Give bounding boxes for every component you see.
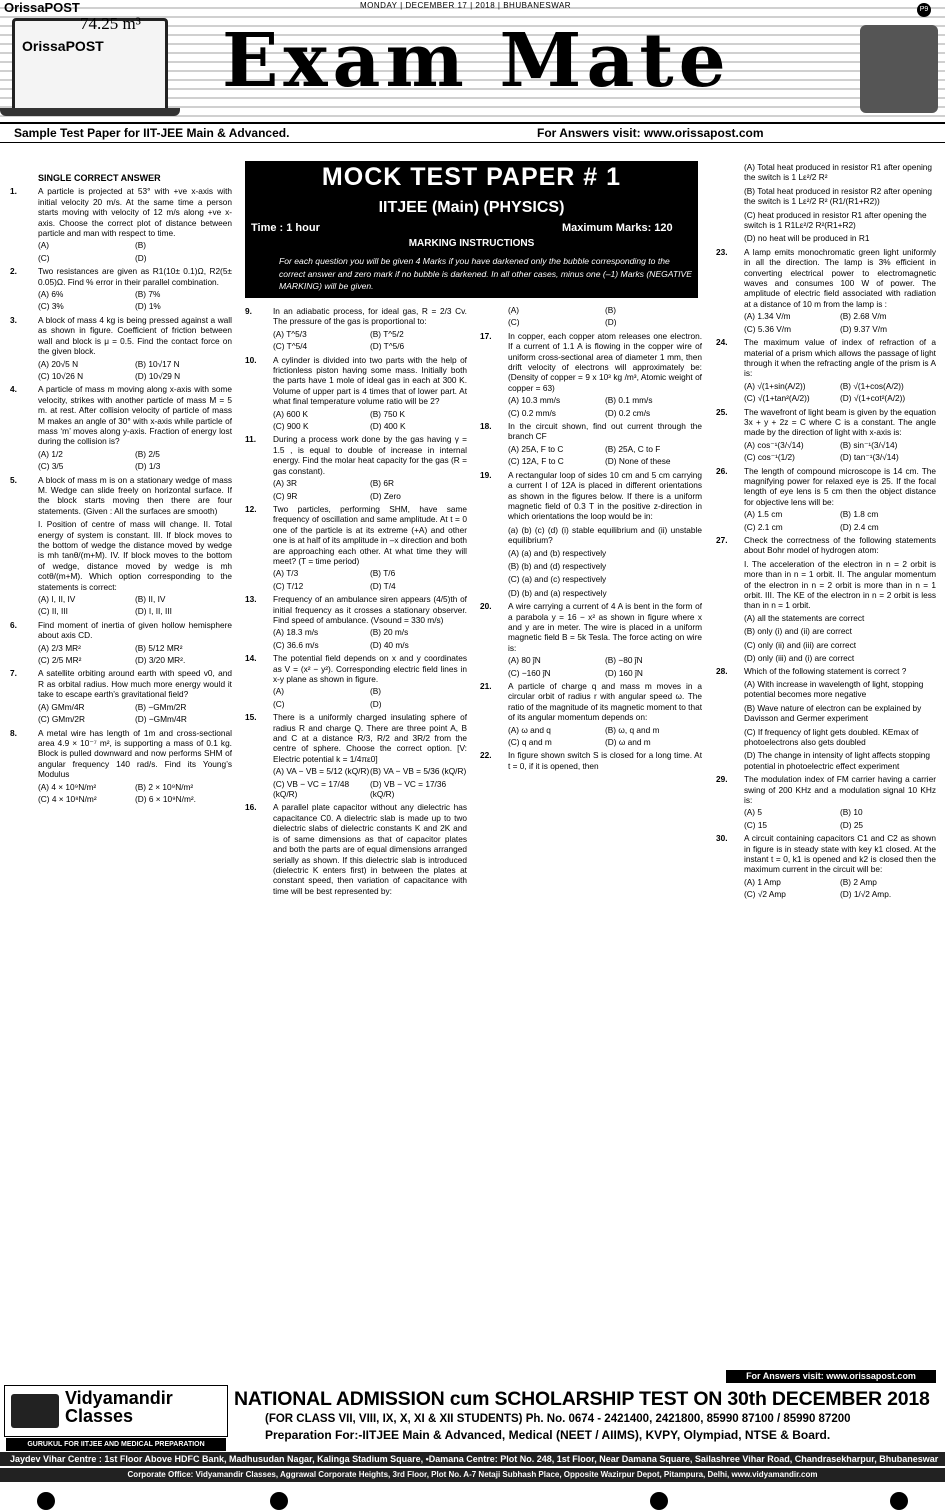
option: (A) 80 ĵN	[508, 655, 541, 666]
option: (B) 20 m/s	[370, 627, 409, 638]
question-text: A particle of mass m moving along x-axis with some velocity, strikes with another particle of mass M = 5 m. at rest. After collision velocity of particle of mass M makes an angle of 30° with x-axis while particle of mass ‘m’ moves along y-axis. Fraction of energy lost during the collision is?	[38, 384, 232, 447]
ad-preparation: Preparation For:-IITJEE Main & Advanced, Medical (NEET / AIIMS), KVPY, Olympiad, NTSE & Board.	[265, 1428, 831, 1442]
question-text: Find moment of inertia of given hollow hemisphere about axis CD.	[38, 619, 232, 641]
option: (D) T^5/6	[370, 341, 405, 352]
question-text: A lamp emits monochromatic green light uniformly in all the direction. The lamp is 3% efficient in converting electrical power to electromagnetic waves and consumes 100 W of power. The amplitude of electric field associated with radiation at a distance of 10 m from the lamp is :	[744, 246, 936, 309]
option: (B) Total heat produced in resistor R2 after opening the switch is 1 Lε²/2 R² (R1/(R1+R2))	[744, 185, 933, 207]
question-number	[10, 519, 38, 592]
registration-mark	[890, 1492, 908, 1510]
question-text: The potential field depends on x and y coordinates as V = (x² − y²). Corresponding electric field lines in x-y plane as shown in figure.	[273, 653, 467, 684]
question-number: 26.	[716, 465, 728, 476]
column-2	[245, 303, 467, 1375]
option: (C) 4 × 10⁸N/m²	[38, 793, 97, 804]
option: (D)	[370, 698, 382, 709]
options	[273, 766, 467, 799]
option: (D) T/4	[370, 580, 396, 591]
option: (D) only (iii) and (i) are correct	[744, 653, 855, 664]
option: (B)	[370, 686, 382, 697]
question	[716, 247, 936, 309]
option: (C) 5.36 V/m	[744, 323, 792, 334]
option: (C) 3%	[38, 301, 64, 312]
option: (B) 1.8 cm	[840, 509, 879, 520]
section-heading: SINGLE CORRECT ANSWER	[38, 173, 161, 183]
option: (C) only (ii) and (iii) are correct	[744, 639, 857, 650]
options	[508, 548, 702, 599]
options	[273, 478, 467, 501]
option: (A) 3R	[273, 478, 297, 489]
option: (C) q and m	[508, 737, 552, 748]
question-text: I. The acceleration of the electron in n = 2 orbit is more than in n = 1 orbit. II. The angular momentum of the electron in n = 2 orbit is more than in n = 1 orbit. III. The KE of the electron in n = 2 orbit is less than in n = 1 orbit.	[744, 558, 936, 611]
option: (B) T^5/2	[370, 328, 404, 339]
question-text: A cylinder is divided into two parts with the help of frictionless piston having some mass. Initially both the parts have 1 mole of ideal gas in each at 300 K. Volume of upper part is 4 times that of lower part. At what final temperature volume ratio will be 2?	[273, 354, 467, 407]
mock-test-header	[245, 161, 698, 298]
question-number: 29.	[716, 774, 728, 785]
option: (C) heat produced in resistor R1 after opening the switch is 1 R1Lε²/2 R²(R1+R2)	[744, 209, 927, 231]
option: (A) 600 K	[273, 408, 309, 419]
option: (B)	[605, 305, 617, 315]
column-1	[10, 173, 232, 1375]
option: (C) T/12	[273, 580, 304, 591]
option: (B) (b) and (d) respectively	[508, 560, 607, 571]
option: (D) √(1+cot²(A/2))	[840, 393, 906, 404]
question-text: A wire carrying a current of 4 A is bent in the form of a parabola y = 16 − x² as shown in figure where x and y are in meter. The wire is placed in a uniform magnetic field B = 5k Tesla. The force acting on wire is:	[508, 601, 702, 653]
option: (C)	[273, 698, 285, 709]
options	[744, 509, 936, 532]
option: (A) I, II, IV	[38, 594, 76, 605]
mock-time: Time : 1 hour	[251, 222, 320, 234]
option: (D) 1/√2 Amp.	[840, 889, 892, 900]
question	[480, 331, 702, 393]
option: (C) 36.6 m/s	[273, 639, 319, 650]
options	[508, 725, 702, 748]
question-text: A parallel plate capacitor without any dielectric has capacitance C0. A dielectric slab is made up to two dielectric slabs of dielectric constants K and 2K and is of same dimensions as that of capacitor plates and both the parts are of equal dimensions arranged serially as shown. If this dielectric slab is introduced (dielectric K enters first) in between the plates at constant speed, then variation of capacitance with time will be best represented by:	[273, 802, 467, 896]
question-number: 19.	[480, 469, 492, 480]
question-number: 3.	[10, 314, 17, 325]
option: (A)	[273, 686, 285, 697]
option: (D) 1%	[135, 301, 161, 312]
question-number: 16.	[245, 802, 257, 813]
masthead	[0, 0, 945, 124]
subheader-left: Sample Test Paper for IIT-JEE Main & Advanced.	[14, 126, 290, 140]
marking-instructions: For each question you will be given 4 Marks if you have darkened only the bubble corresponding to the correct answer and zero mark if no bubble is darkened. In all other cases, minus one (–1) Marks (NEGATIVE MARKING) will be given.	[279, 256, 692, 291]
option: (C) (a) and (c) respectively	[508, 574, 607, 585]
ad-address: Jaydev Vihar Centre : 1st Floor Above HDFC Bank, Madhusudan Nagar, Kalinga Stadium Square, •Damana Centre: Plot No. 248, 1st Floor, Near Damana Square, Sailashree Vihar Road, Chandrasekharpur, Bhubaneswar	[0, 1452, 945, 1466]
paper-logo: OrissaPOST	[4, 0, 80, 15]
question-number: 25.	[716, 406, 728, 417]
options	[508, 444, 702, 467]
question-number: 17.	[480, 330, 492, 341]
option: (A) 1/2	[38, 448, 63, 459]
question-text: A particle of charge q and mass m moves in a circular orbit of radius r with angular speed ω. The ratio of the magnitude of its magnetic moment to that of its angular momentum depends on:	[508, 681, 702, 723]
option: (A) 1.34 V/m	[744, 311, 791, 322]
option: (B) 7%	[135, 289, 161, 300]
question-text: A rectangular loop of sides 10 cm and 5 cm carrying a current I of 12A is placed in different orientations as shown in the figures below. If there is a uniform magnetic field of 0.3 T in the positive z-direction in which orientations the loop would be in:	[508, 469, 702, 522]
option: (A)	[38, 240, 50, 251]
option: (B) 2 × 10⁹N/m²	[135, 781, 194, 792]
question	[10, 668, 232, 699]
option: (C) √2 Amp	[744, 889, 786, 900]
option: (C)	[508, 317, 520, 328]
question-number: 20.	[480, 601, 492, 612]
option: (B) T/6	[370, 568, 396, 579]
question-text: In copper, each copper atom releases one electron. If a current of 1.1 A is flowing in the copper wire of uniform cross-sectional area of diameter 1 mm, then drift velocity of electrons will approximately be: (Density of copper = 9 x 10³ kg /m³, Atomic weight of copper = 63)	[508, 330, 702, 393]
options	[273, 409, 467, 432]
question	[10, 475, 232, 517]
option: (C) 0.2 mm/s	[508, 407, 556, 418]
option: (A) 2/3 MR²	[38, 642, 81, 653]
option: (D) 6 × 10⁹N/m².	[135, 793, 196, 804]
question-number: 12.	[245, 503, 257, 514]
question-text: Two resistances are given as R1(10± 0.1)Ω, R2(5± 0.05)Ω. Find % error in their parallel combination.	[38, 266, 232, 287]
options	[273, 686, 467, 709]
options	[38, 240, 232, 263]
option: (A) (a) and (b) respectively	[508, 547, 607, 558]
subheader	[0, 124, 945, 143]
ad-title: NATIONAL ADMISSION cum SCHOLARSHIP TEST ON 30th DECEMBER 2018	[234, 1388, 930, 1410]
option: (D) The change in intensity of light affects stopping potential in photoelectric effect experiment	[744, 750, 931, 771]
question-text: A block of mass 4 kg is being pressed against a wall as shown in figure. Coefficient of friction between wall and block is μ = 0.5. Find the contact force on the given block.	[38, 314, 232, 357]
question	[480, 470, 702, 522]
option: (A) Total heat produced in resistor R1 after opening the switch is 1 Lε²/2 R²	[744, 162, 933, 183]
options	[38, 643, 232, 666]
option: (B) 5/12 MR²	[135, 642, 183, 653]
option: (A) 1 Amp	[744, 876, 781, 887]
subheader-right: For Answers visit: www.orissapost.com	[537, 126, 764, 140]
question-number: 23.	[716, 246, 728, 257]
option: (B) only (i) and (ii) are correct	[744, 626, 852, 637]
ad-corporate: Corporate Office: Vidyamandir Classes, Aggrawal Corporate Heights, 3rd Floor, Plot No. A-7 Netaji Subhash Place, Opposite Wazirpur Depot, Pitampura, Delhi, www.vidyamandir.com	[0, 1468, 945, 1482]
options	[744, 381, 936, 404]
option: (B) II, IV	[135, 594, 166, 605]
question	[245, 504, 467, 566]
option: (A) all the statements are correct	[744, 612, 865, 623]
options	[508, 305, 702, 328]
option: (B) 2 Amp	[840, 876, 877, 887]
question-number: 4.	[10, 384, 17, 395]
option: (D) 25	[840, 819, 864, 830]
option: (A) cos⁻¹(3/√14)	[744, 439, 804, 450]
question-number: 24.	[716, 337, 728, 348]
question	[716, 337, 936, 379]
mock-title: MOCK TEST PAPER # 1	[321, 163, 622, 191]
book-icon	[11, 1394, 59, 1428]
option: (B) √(1+cos(A/2))	[840, 380, 904, 391]
question	[245, 355, 467, 407]
options	[273, 329, 467, 352]
question-number: 27.	[716, 535, 728, 545]
registration-mark	[37, 1492, 55, 1510]
question-text: In figure shown switch S is closed for a long time. At t = 0, if it is opened, then	[508, 750, 702, 771]
question	[716, 833, 936, 875]
option: (C) 10√26 N	[38, 370, 84, 381]
option: (B) 6R	[370, 478, 394, 489]
option: (B) sin⁻¹(3/√14)	[840, 439, 898, 450]
options	[508, 655, 702, 678]
option: (D) 2.4 cm	[840, 521, 879, 532]
question-number: 7.	[10, 668, 17, 679]
question	[245, 802, 467, 896]
question-number: 21.	[480, 681, 492, 691]
question	[245, 434, 467, 476]
question-number: 10.	[245, 354, 257, 365]
question-text: Frequency of an ambulance siren appears (4/5)th of initial frequency as it crosses a stationary observer. Find speed of ambulance. (Vsound = 330 m/s)	[273, 594, 467, 625]
question	[245, 306, 467, 327]
option: (C) 2.1 cm	[744, 521, 783, 532]
question	[480, 525, 702, 546]
question	[10, 384, 232, 446]
options	[744, 807, 936, 830]
option: (D) −GMm/4R	[135, 714, 187, 725]
options	[38, 782, 232, 805]
option: (B) VA − VB = 5/36 (kQ/R)	[370, 766, 467, 777]
question	[10, 186, 232, 238]
option: (D) I, II, III	[135, 606, 172, 617]
option: (A) 4 × 10⁹N/m²	[38, 781, 97, 792]
option: (D) 3/20 MR².	[135, 655, 186, 666]
option: (A)	[508, 305, 520, 315]
question	[10, 519, 232, 592]
option: (B) 0.1 mm/s	[605, 395, 653, 406]
option: (C) 900 K	[273, 421, 309, 432]
ad-tagline: GURUKUL FOR IITJEE AND MEDICAL PREPARATION	[6, 1438, 226, 1451]
option: (D) 1/3	[135, 461, 161, 472]
question-text: In the circuit shown, find out current through the branch CF	[508, 421, 702, 442]
question	[245, 594, 467, 625]
question-text: (a) (b) (c) (d) (i) stable equilibrium and (ii) unstable equilibrium?	[508, 524, 702, 546]
question-number	[716, 559, 744, 611]
question-number	[480, 525, 508, 546]
question-text: A particle is projected at 53° with +ve x-axis with initial velocity 20 m/s. At the same time a person starts moving with velocity of 12 m/s along +ve x-axis. Choose the correct plot of distance between particle and man with respect to time.	[38, 186, 232, 239]
registration-mark	[270, 1492, 288, 1510]
logo-name-1: Vidyamandir	[65, 1388, 173, 1408]
option: (A) 25A, F to C	[508, 443, 564, 454]
option: (D) VB − VC = 17/36 (kQ/R)	[370, 778, 447, 800]
question	[480, 681, 702, 723]
option: (B) 2.68 V/m	[840, 311, 887, 322]
option: (C) 12A, F to C	[508, 456, 564, 467]
question	[716, 466, 936, 508]
option: (C)	[38, 252, 50, 263]
question-text: The length of compound microscope is 14 cm. The magnifying power for relaxed eye is 25. If the focal length of eye lens is 5 cm then the object distance for objective lens will be:	[744, 465, 936, 507]
question	[716, 559, 936, 611]
option: (B) −GMm/2R	[135, 701, 187, 712]
option: (C) √(1+tan²(A/2))	[744, 393, 810, 404]
mock-subtitle: IITJEE (Main) (PHYSICS)	[378, 199, 565, 216]
question-text: Which of the following statement is correct ?	[744, 666, 907, 677]
option: (B) 750 K	[370, 408, 406, 419]
option: (B) −80 ĵN	[605, 655, 643, 666]
options	[508, 395, 702, 418]
question-text: During a process work done by the gas having γ = 1.5 , is equal to double of increase in internal energy. Find the molar heat capacity for the gas (R = gas constant).	[273, 434, 467, 476]
option: (D) Zero	[370, 490, 401, 501]
option: (C) GMm/2R	[38, 714, 86, 725]
option: (D)	[605, 317, 617, 328]
masthead-formula: 74.25 m³	[80, 14, 141, 33]
question-text: Two particles, performing SHM, have same frequency of oscillation and same amplitude. At t = 0 one of the particle is at its extreme (+A) and other one is at half of its amplitude in –x direction and both are approaching each other. At what time they will meet? (T = time period)	[273, 503, 467, 566]
option: (B) ω, q and m	[605, 724, 660, 735]
question-number: 30.	[716, 833, 728, 844]
option: (D)	[135, 252, 147, 263]
question	[716, 774, 936, 805]
question	[480, 421, 702, 442]
option: (C) T^5/4	[273, 341, 308, 352]
laptop-logo: OrissaPOST	[22, 38, 104, 54]
question-number: 18.	[480, 421, 492, 432]
option: (B) 10	[840, 807, 863, 818]
option: (D) 400 K	[370, 421, 406, 432]
options	[744, 679, 936, 771]
option: (A) With increase in wavelength of light, stopping potential becomes more negative	[744, 678, 924, 700]
question	[10, 728, 232, 780]
options	[273, 568, 467, 591]
question-text: I. Position of centre of mass will change. II. Total energy of system is constant. III. If block moves to the bottom of wedge the distance moved by wedge is mh tanθ/(m+M). IV. If block moves to the bottom of wedge, distance moved by wedge is mh cotθ/(m+M). Which option corresponding to the statements is correct:	[38, 519, 232, 592]
question-number: 1.	[10, 186, 17, 197]
option: (B) Wave nature of electron can be explained by Davisson and Germer experiment	[744, 702, 922, 724]
option: (B)	[135, 240, 147, 251]
calculator-icon	[860, 25, 938, 113]
question	[10, 620, 232, 641]
question-text: The modulation index of FM carrier having a carrier swing of 200 KHz and a modulation signal 10 KHz is:	[744, 774, 936, 805]
option: (A) 10.3 mm/s	[508, 395, 561, 406]
option: (D) tan⁻¹(3/√14)	[840, 452, 899, 463]
question-number: 9.	[245, 306, 252, 316]
question-text: In an adiabatic process, for ideal gas, R = 2/3 Cv. The pressure of the gas is proportional to:	[273, 306, 467, 327]
option: (C) VB − VC = 17/48 (kQ/R)	[273, 778, 350, 800]
question-number: 11.	[245, 434, 257, 445]
options	[744, 162, 936, 244]
options	[744, 613, 936, 664]
question-number: 14.	[245, 653, 257, 664]
options	[744, 877, 936, 900]
question	[245, 712, 467, 764]
marking-instructions-heading: MARKING INSTRUCTIONS	[408, 238, 535, 249]
question-text: A block of mass m is on a stationary wedge of mass M. Wedge can slide freely on horizontal surface. If the block starts moving then there are four statements. (Given : All the surfaces are smooth)	[38, 474, 232, 516]
options	[744, 311, 936, 334]
option: (C) If frequency of light gets doubled. KEmax of photoelectrons also gets doubled	[744, 726, 919, 747]
option: (C) II, III	[38, 606, 68, 617]
logo-name-2: Classes	[65, 1406, 134, 1426]
question-text: A circuit containing capacitors C1 and C2 as shown in figure is in steady state with key k1 closed. At the instant t = 0, k1 is opened and k2 is closed then the maximum current in the circuit will be:	[744, 833, 936, 875]
option: (D) 40 m/s	[370, 639, 409, 650]
dateline: MONDAY | DECEMBER 17 | 2018 | BHUBANESWAR	[360, 1, 572, 10]
option: (A) T/3	[273, 568, 299, 579]
question	[480, 750, 702, 771]
options	[744, 440, 936, 463]
option: (C) cos⁻¹(1/2)	[744, 452, 795, 463]
question	[716, 407, 936, 438]
option: (B) 2/5	[135, 448, 160, 459]
question-text: There is a uniformly charged insulating sphere of radius R and charge Q. There are three point A, B and C at a distance R/3, R/2 and 3R/2 from the centre of sphere. Choose the correct option. [V: Electric potential k = 1/4πε0]	[273, 712, 467, 764]
options	[38, 289, 232, 312]
option: (A) VA − VB = 5/12 (kQ/R)	[273, 766, 370, 777]
option: (D) 0.2 cm/s	[605, 407, 651, 418]
question-text: The maximum value of index of refraction of a material of a prism which allows the passage of light through it when the refracting angle of the prism is A is:	[744, 337, 936, 379]
option: (A) 1.5 cm	[744, 509, 783, 520]
question-number: 2.	[10, 266, 17, 277]
question-number: 6.	[10, 619, 17, 630]
ad-classes: (FOR CLASS VII, VIII, IX, X, XI & XII STUDENTS) Ph. No. 0674 - 2421400, 2421800, 85990 87100 / 85990 87200	[265, 1413, 851, 1425]
mock-max-marks: Maximum Marks: 120	[562, 222, 673, 234]
question-number: 5.	[10, 474, 17, 485]
option: (D) (b) and (a) respectively	[508, 587, 607, 598]
answers-link[interactable]: For Answers visit: www.orissapost.com	[726, 1370, 936, 1383]
question-number: 8.	[10, 727, 17, 738]
column-4	[716, 160, 936, 1375]
option: (C) 2/5 MR²	[38, 655, 82, 666]
option: (D) no heat will be produced in R1	[744, 233, 870, 244]
question-number: 15.	[245, 712, 257, 723]
option: (D) None of these	[605, 456, 671, 467]
option: (C) 9R	[273, 490, 298, 501]
option: (A) 6%	[38, 289, 64, 300]
options	[38, 702, 232, 725]
options	[273, 627, 467, 650]
option: (A) 18.3 m/s	[273, 627, 319, 638]
option: (A) T^5/3	[273, 328, 307, 339]
option: (B) 25A, C to F	[605, 443, 661, 454]
options	[38, 449, 232, 472]
registration-mark	[650, 1492, 668, 1510]
option: (A) 5	[744, 807, 762, 818]
question	[10, 266, 232, 287]
option: (A) √(1+sin(A/2))	[744, 380, 806, 391]
option: (C) −160 ĵN	[508, 667, 551, 678]
option: (D) 160 ĵN	[605, 667, 643, 678]
question-number: 13.	[245, 594, 257, 605]
question-number: 22.	[480, 750, 492, 761]
page-number: P9	[917, 3, 931, 17]
option: (D) 10√29 N	[135, 370, 181, 381]
question-text: The wavefront of light beam is given by the equation 3x + y + 2z = C where C is a constant. The angle made by the direction of light with x-axis is:	[744, 406, 936, 438]
advertisement	[0, 1382, 945, 1490]
column-3	[480, 303, 702, 1375]
question	[245, 653, 467, 684]
option: (C) 15	[744, 819, 768, 830]
question	[480, 601, 702, 653]
question-text: Check the correctness of the following statements about Bohr model of hydrogen atom:	[744, 535, 936, 556]
question	[716, 666, 936, 676]
vidyamandir-logo	[4, 1385, 228, 1437]
option: (D) ω and m	[605, 737, 651, 748]
option: (A) GMm/4R	[38, 701, 85, 712]
question	[716, 535, 936, 556]
option: (A) ω and q	[508, 724, 551, 735]
masthead-title: Exam Mate	[222, 18, 731, 104]
option: (D) 9.37 V/m	[840, 323, 888, 334]
question-number: 28.	[716, 666, 728, 677]
option: (A) 20√5 N	[38, 358, 79, 369]
option: (B) 10√17 N	[135, 358, 180, 369]
option: (C) 3/5	[38, 461, 64, 472]
question-text: A satellite orbiting around earth with speed v0, and R as orbital radius. How much more energy would it take to escape earth’s gravitational field?	[38, 668, 232, 700]
options	[38, 594, 232, 617]
laptop-base	[0, 108, 180, 116]
question	[10, 315, 232, 357]
options	[38, 359, 232, 382]
question-text: A metal wire has length of 1m and cross-sectional area 4.9 × 10⁻⁷ m², is supporting a mass of 0.1 kg. Block is pulled downward and now performs SHM of angular frequency 140 rad/s. Find its Young’s Modulus	[38, 727, 232, 780]
